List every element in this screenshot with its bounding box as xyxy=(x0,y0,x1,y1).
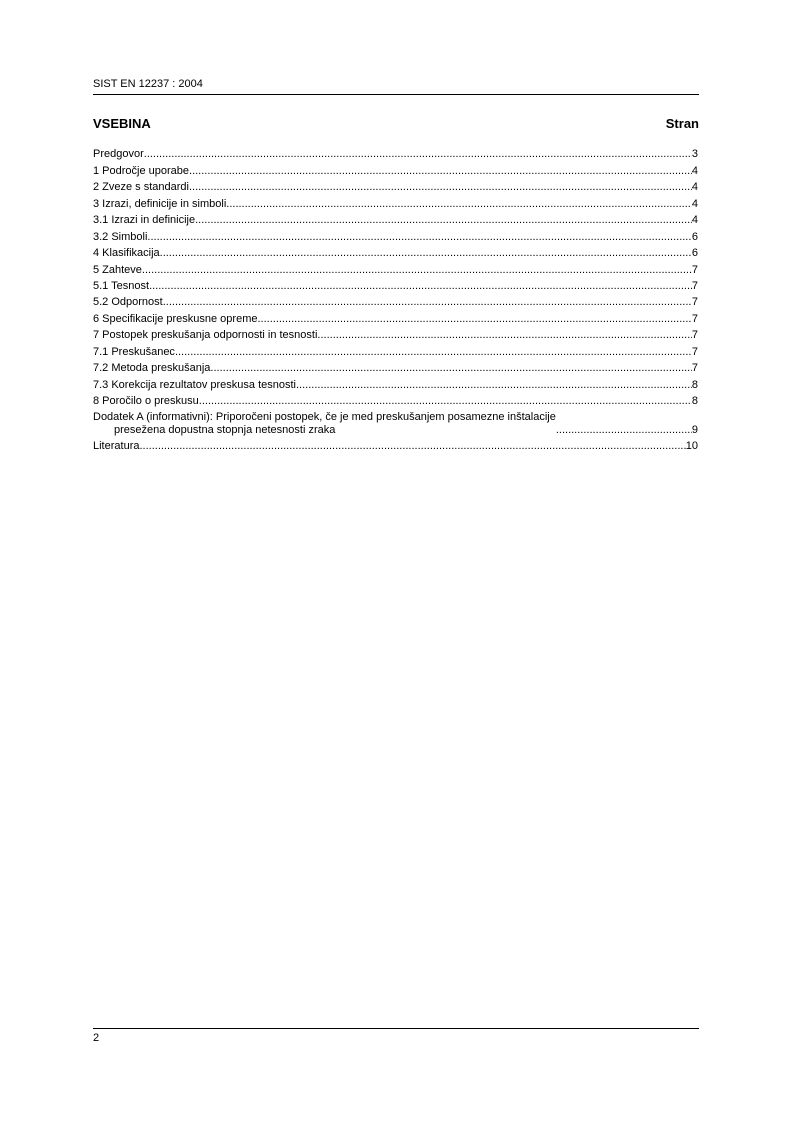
toc-entry-3[interactable] xyxy=(93,194,698,210)
toc-entry-label: Predgovor xyxy=(93,148,144,161)
toc-page-column-label: Stran xyxy=(665,116,699,131)
toc-entry-7-3[interactable] xyxy=(93,375,698,391)
toc-entry-7-1[interactable] xyxy=(93,342,698,358)
page-number: 2 xyxy=(93,1032,100,1044)
toc-entry-4[interactable] xyxy=(93,244,698,260)
toc-entry-3-2[interactable] xyxy=(93,227,698,243)
toc-entry-label: 5.2 Odpornost xyxy=(93,296,163,309)
toc-entry-page: 10 xyxy=(685,440,698,453)
toc-entry-label: 5.1 Tesnost xyxy=(93,279,150,292)
toc-leader xyxy=(210,362,691,375)
toc-entry-7-2[interactable] xyxy=(93,359,698,375)
toc-entry-label: 1 Področje uporabe xyxy=(93,164,190,177)
toc-leader xyxy=(257,313,691,326)
toc-entry-label: 5 Zahteve xyxy=(93,263,142,276)
toc-entry-page: 7 xyxy=(691,279,698,292)
toc-leader xyxy=(160,247,692,260)
toc-leader xyxy=(195,214,692,227)
toc-entry-predgovor[interactable] xyxy=(93,145,698,161)
toc-entry-label: Dodatek A (informativni): Priporočeni postopek, če je med preskušanjem posamezne inštalacije xyxy=(93,411,556,423)
toc-entry-label: 7 Postopek preskušanja odpornosti in tesnosti xyxy=(93,329,318,342)
toc-leader xyxy=(149,280,692,293)
toc-entry-label: 7.1 Preskušanec xyxy=(93,345,175,358)
toc-leader xyxy=(139,440,685,453)
toc-entry-page: 7 xyxy=(691,329,698,342)
toc-leader xyxy=(556,424,692,437)
toc-leader xyxy=(163,296,692,309)
toc-leader xyxy=(189,165,692,178)
toc-leader xyxy=(144,148,692,161)
toc-entry-6[interactable] xyxy=(93,309,698,325)
standard-id: SIST EN 12237 : 2004 xyxy=(93,78,203,90)
toc-entry-page: 6 xyxy=(691,247,698,260)
toc-entry-label: 3.2 Simboli xyxy=(93,230,148,243)
toc-leader xyxy=(199,395,692,408)
toc-leader xyxy=(175,346,692,359)
toc-entry-5-2[interactable] xyxy=(93,293,698,309)
toc-entry-label: 7.2 Metoda preskušanja xyxy=(93,362,211,375)
toc-leader xyxy=(142,264,692,277)
toc-heading xyxy=(93,116,699,132)
toc-leader xyxy=(226,198,692,211)
toc-entry-label: 8 Poročilo o preskusu xyxy=(93,395,199,407)
toc-entry-2[interactable] xyxy=(93,178,698,194)
table-of-contents xyxy=(93,145,698,453)
toc-entry-page: 4 xyxy=(691,197,698,210)
toc-entry-label: 7.3 Korekcija rezultatov preskusa tesnosti xyxy=(93,378,296,391)
toc-entry-7[interactable] xyxy=(93,326,698,342)
toc-entry-label: Literatura xyxy=(93,440,140,453)
toc-entry-label: 2 Zveze s standardi xyxy=(93,181,189,194)
toc-leader xyxy=(189,181,692,194)
toc-entry-label: 6 Specifikacije preskusne opreme xyxy=(93,312,258,325)
toc-entry-3-1[interactable] xyxy=(93,211,698,227)
toc-entry-literatura[interactable] xyxy=(93,437,698,453)
toc-entry-page: 6 xyxy=(691,230,698,243)
toc-entry-page: 7 xyxy=(691,362,698,375)
toc-entry-1[interactable] xyxy=(93,161,698,177)
toc-entry-8[interactable] xyxy=(93,392,698,408)
page-header xyxy=(93,77,699,95)
footer-divider xyxy=(93,1028,699,1029)
toc-entry-page: 7 xyxy=(691,263,698,276)
toc-entry-label-continuation: presežena dopustna stopnja netesnosti zraka xyxy=(114,424,336,436)
toc-entry-page: 4 xyxy=(691,164,698,177)
toc-entry-page: 3 xyxy=(691,148,698,161)
toc-leader xyxy=(296,379,692,392)
toc-entry-5-1[interactable] xyxy=(93,277,698,293)
toc-entry-label: 3.1 Izrazi in definicije xyxy=(93,214,196,227)
toc-entry-label: 4 Klasifikacija xyxy=(93,247,160,260)
toc-entry-page: 8 xyxy=(691,395,698,407)
toc-entry-page: 7 xyxy=(691,296,698,309)
toc-entry-page: 7 xyxy=(691,345,698,358)
toc-leader xyxy=(147,231,691,244)
toc-entry-page: 4 xyxy=(691,181,698,194)
toc-entry-page: 7 xyxy=(691,312,698,325)
toc-leader xyxy=(317,329,691,342)
toc-entry-annex-a[interactable] xyxy=(93,408,698,437)
toc-entry-page: 4 xyxy=(691,214,698,227)
toc-title: VSEBINA xyxy=(93,116,151,131)
toc-entry-label: 3 Izrazi, definicije in simboli xyxy=(93,197,227,210)
toc-entry-page: 8 xyxy=(691,378,698,391)
toc-entry-page: 9 xyxy=(691,424,698,436)
toc-entry-5[interactable] xyxy=(93,260,698,276)
